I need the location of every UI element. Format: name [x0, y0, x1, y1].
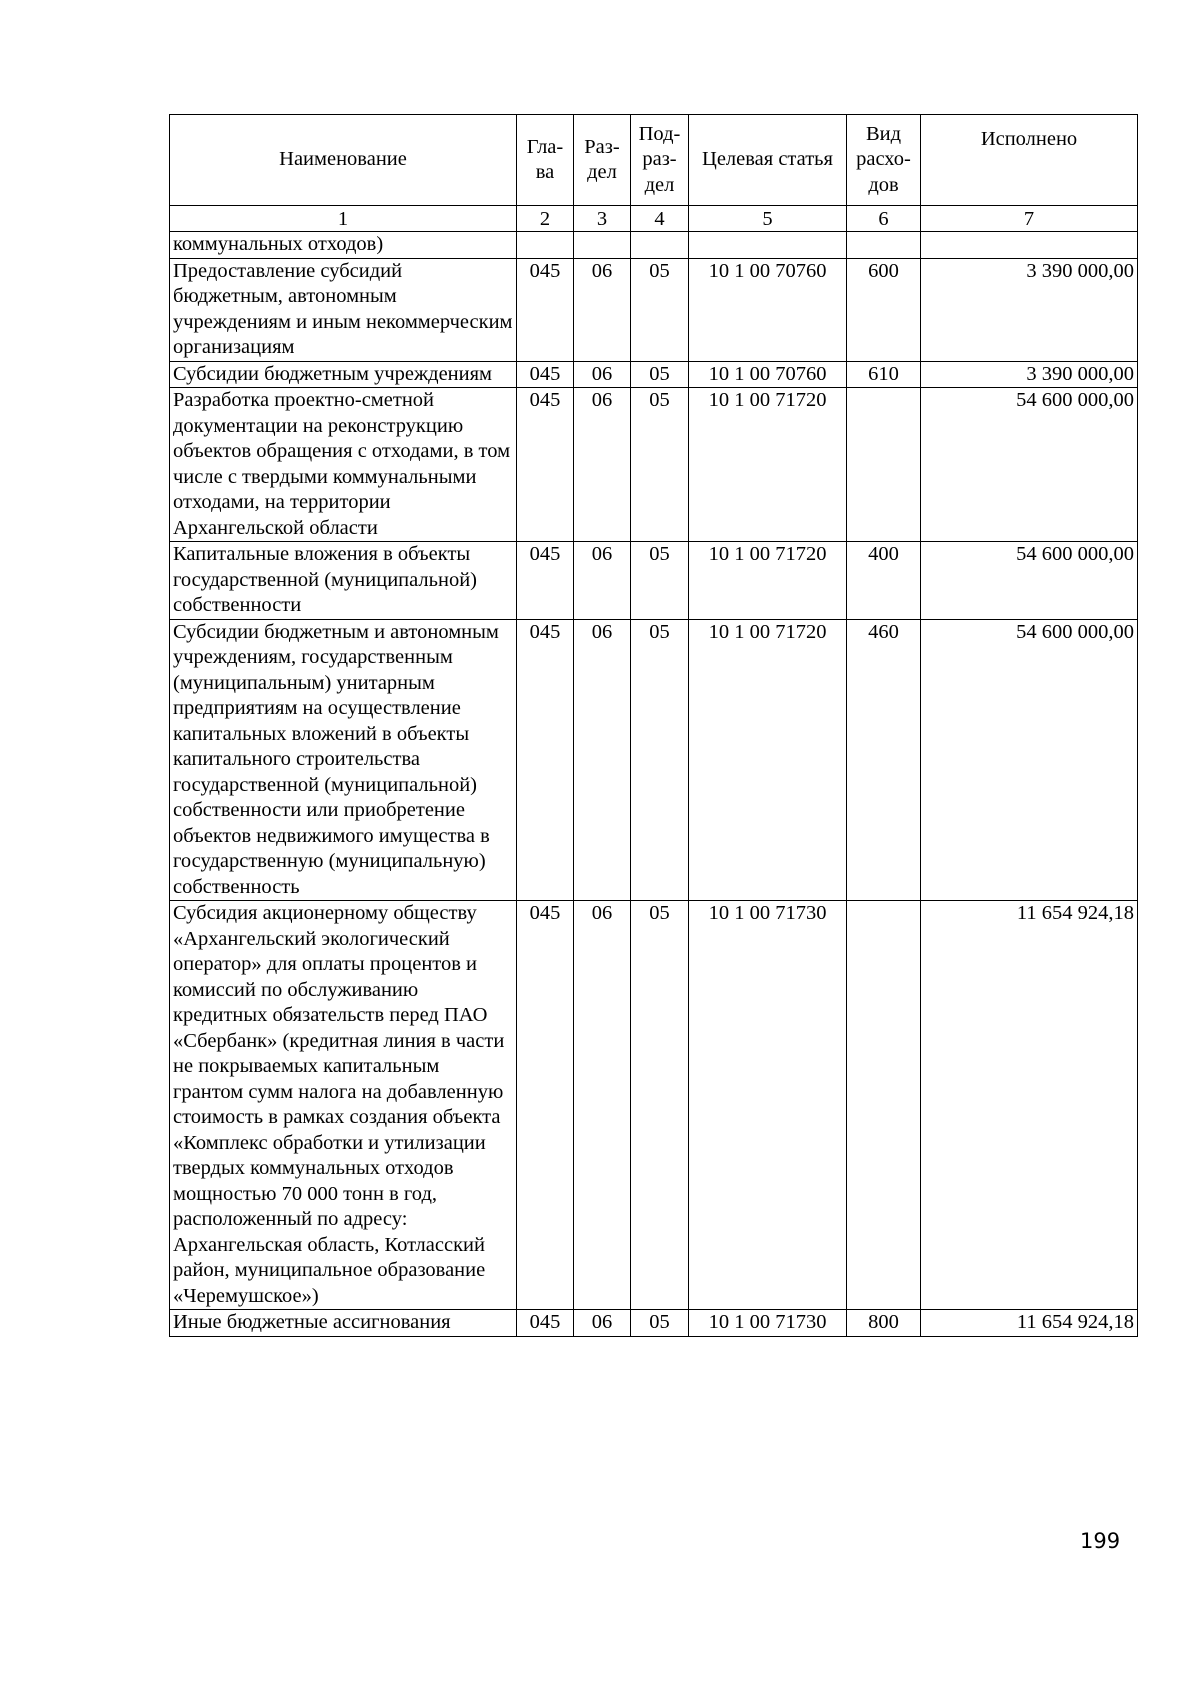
- budget-table: [169, 114, 1138, 1337]
- cell-name: Иные бюджетные ассигнования: [170, 1310, 517, 1337]
- cell-statya: 10 1 00 71720: [689, 619, 847, 901]
- header-glava: [517, 115, 574, 206]
- cell-vid: 400: [847, 542, 921, 620]
- cell-vid: 800: [847, 1310, 921, 1337]
- header-statya-text: Целевая статья: [702, 148, 833, 171]
- header-ispolneno: [921, 115, 1138, 206]
- cell-ispolneno: 54 600 000,00: [921, 619, 1138, 901]
- cell-ispolneno: [921, 232, 1138, 259]
- cell-podrazdel: 05: [631, 258, 689, 361]
- table-row: [170, 258, 1138, 361]
- cell-razdel: 06: [574, 388, 631, 542]
- cell-glava: 045: [517, 388, 574, 542]
- table-row: [170, 232, 1138, 259]
- cell-vid: 460: [847, 619, 921, 901]
- header-line: Под-: [638, 122, 681, 145]
- cell-name: Субсидия акционерному обществу «Архангельский экологический оператор» для оплаты процентов и комиссий по обслуживанию кредитных обязательств перед ПАО «Сбербанк» (кредитная линия в части не покрываемых капитальным грантом сумм налога на добавленную стоимость в рамках создания объекта «Комплекс обработки и утилизации твердых коммунальных отходов мощностью 70 000 тонн в год, расположенный по адресу: Архангельская область, Котласский район, муниципальное образование «Черемушское»): [170, 901, 517, 1310]
- header-line: ва: [535, 161, 555, 183]
- cell-ispolneno: 11 654 924,18: [921, 1310, 1138, 1337]
- cell-razdel: 06: [574, 1310, 631, 1337]
- header-razdel: [574, 115, 631, 206]
- table-row: [170, 361, 1138, 388]
- cell-podrazdel: 05: [631, 901, 689, 1310]
- column-number: 6: [847, 206, 921, 232]
- cell-podrazdel: 05: [631, 388, 689, 542]
- column-number: 7: [921, 206, 1138, 232]
- header-line: Вид расхо-: [856, 122, 911, 171]
- cell-statya: 10 1 00 71730: [689, 901, 847, 1310]
- cell-razdel: 06: [574, 901, 631, 1310]
- cell-razdel: 06: [574, 542, 631, 620]
- header-podrazdel: [631, 115, 689, 206]
- table-row: [170, 901, 1138, 1310]
- column-number: 5: [689, 206, 847, 232]
- column-number: 4: [631, 206, 689, 232]
- cell-glava: 045: [517, 619, 574, 901]
- cell-ispolneno: 3 390 000,00: [921, 361, 1138, 388]
- column-number: 3: [574, 206, 631, 232]
- column-number: 2: [517, 206, 574, 232]
- table-row: [170, 542, 1138, 620]
- header-vid: [847, 115, 921, 206]
- header-row: [170, 115, 1138, 206]
- table-row: [170, 619, 1138, 901]
- header-line: Гла-: [526, 135, 564, 158]
- cell-razdel: 06: [574, 361, 631, 388]
- cell-statya: 10 1 00 71720: [689, 388, 847, 542]
- cell-ispolneno: 3 390 000,00: [921, 258, 1138, 361]
- cell-vid: [847, 232, 921, 259]
- cell-vid: [847, 901, 921, 1310]
- cell-ispolneno: 11 654 924,18: [921, 901, 1138, 1310]
- cell-ispolneno: 54 600 000,00: [921, 542, 1138, 620]
- cell-podrazdel: 05: [631, 1310, 689, 1337]
- cell-podrazdel: [631, 232, 689, 259]
- cell-glava: 045: [517, 542, 574, 620]
- cell-podrazdel: 05: [631, 361, 689, 388]
- cell-glava: 045: [517, 1310, 574, 1337]
- cell-razdel: 06: [574, 258, 631, 361]
- header-name-text: Наименование: [279, 148, 407, 171]
- table-row: [170, 1310, 1138, 1337]
- header-line: раз-: [642, 148, 677, 171]
- cell-glava: 045: [517, 901, 574, 1310]
- cell-name: Предоставление субсидий бюджетным, автономным учреждениям и иным некоммерческим организациям: [170, 258, 517, 361]
- cell-statya: 10 1 00 71730: [689, 1310, 847, 1337]
- cell-glava: 045: [517, 361, 574, 388]
- header-line: дов: [868, 173, 899, 196]
- cell-statya: 10 1 00 71720: [689, 542, 847, 620]
- cell-razdel: [574, 232, 631, 259]
- cell-name: Субсидии бюджетным и автономным учреждениям, государственным (муниципальным) унитарным предприятиям на осуществление капитальных вложений в объекты капитального строительства государственной (муниципальной) собственности или приобретение объектов недвижимого имущества в государственную (муниципальную) собственность: [170, 619, 517, 901]
- cell-glava: 045: [517, 258, 574, 361]
- cell-statya: [689, 232, 847, 259]
- cell-razdel: 06: [574, 619, 631, 901]
- column-number-row: [170, 206, 1138, 232]
- cell-name: Субсидии бюджетным учреждениям: [170, 361, 517, 388]
- cell-name: коммунальных отходов): [170, 232, 517, 259]
- cell-vid: 610: [847, 361, 921, 388]
- header-statya: [689, 115, 847, 206]
- cell-ispolneno: 54 600 000,00: [921, 388, 1138, 542]
- header-ispolneno-text: Исполнено: [980, 128, 1078, 150]
- cell-name: Разработка проектно-сметной документации на реконструкцию объектов обращения с отходами, в том числе с твердыми коммунальными отходами, на территории Архангельской области: [170, 388, 517, 542]
- column-number: 1: [170, 206, 517, 232]
- cell-glava: [517, 232, 574, 259]
- header-line: Раз-: [584, 135, 620, 158]
- cell-vid: 600: [847, 258, 921, 361]
- header-name: [170, 115, 517, 206]
- cell-vid: [847, 388, 921, 542]
- cell-podrazdel: 05: [631, 619, 689, 901]
- header-line: дел: [587, 161, 617, 183]
- cell-podrazdel: 05: [631, 542, 689, 620]
- page-number: 199: [1080, 1529, 1121, 1553]
- header-line: дел: [644, 173, 675, 196]
- cell-statya: 10 1 00 70760: [689, 361, 847, 388]
- table-row: [170, 388, 1138, 542]
- cell-statya: 10 1 00 70760: [689, 258, 847, 361]
- cell-name: Капитальные вложения в объекты государственной (муниципальной) собственности: [170, 542, 517, 620]
